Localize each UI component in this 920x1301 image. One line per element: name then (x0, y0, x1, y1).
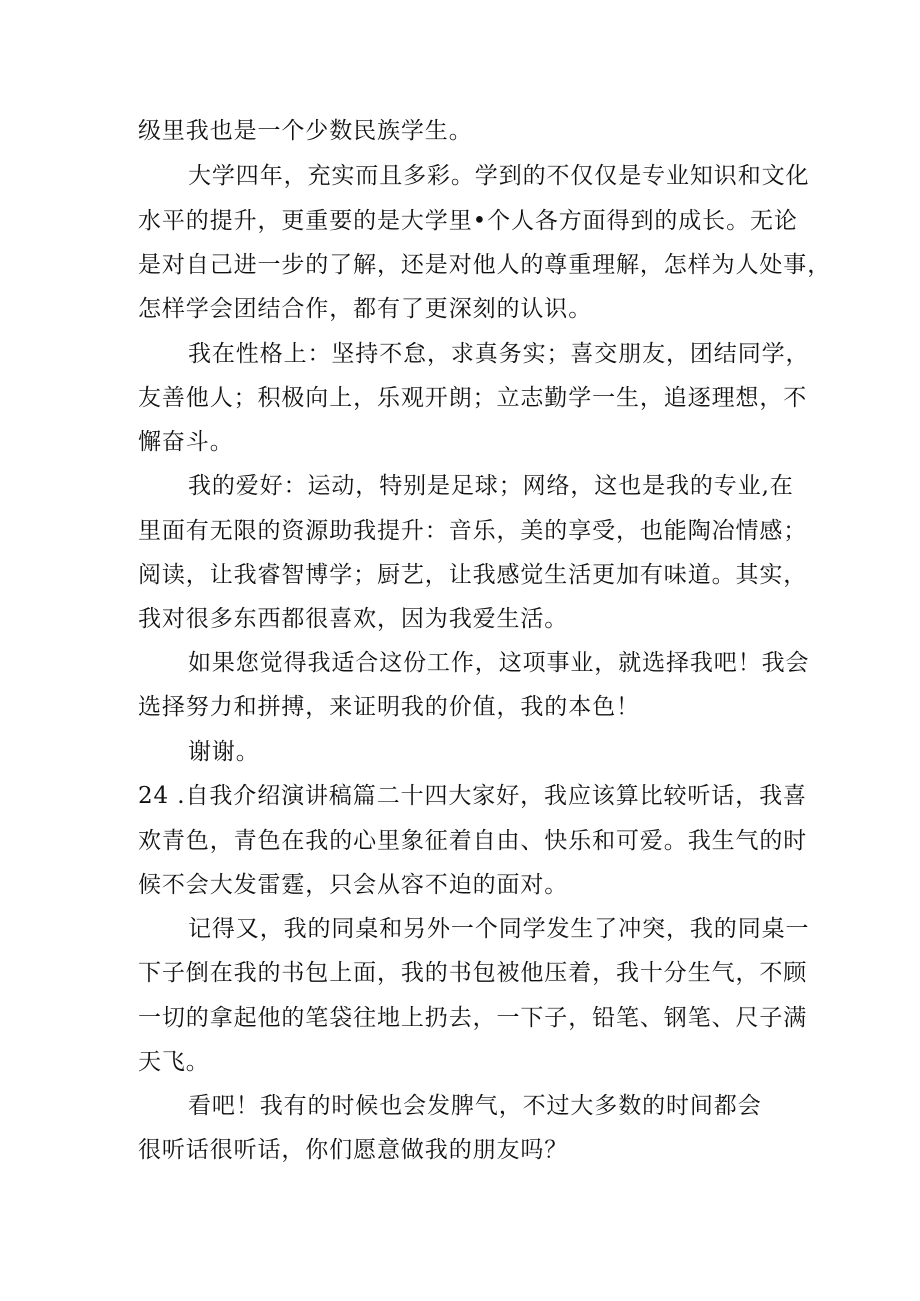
text-line: 选择努力和拼搏，来证明我的价值，我的本色！ (138, 694, 640, 720)
text-line: 懈奋斗。 (138, 429, 234, 455)
text-line: 里面有无限的资源助我提升：音乐，美的享受，也能陶冶情感； (138, 518, 808, 544)
paragraph-first-line: 我的爱好：运动，特别是足球；网络，这也是我的专业,在 (188, 473, 794, 499)
text-line: 下子倒在我的书包上面，我的书包被他压着，我十分生气，不顾 (138, 960, 808, 986)
text-line: 候不会大发雷霆，只会从容不迫的面对。 (138, 872, 569, 898)
text-line: 怎样学会团结合作，都有了更深刻的认识。 (138, 296, 593, 322)
paragraph-first-line: 大学四年，充实而且多彩。学到的不仅仅是专业知识和文化 (188, 163, 810, 189)
text-line: 天飞。 (138, 1049, 210, 1075)
section-heading-line: 24 .自我介绍演讲稿篇二十四大家好，我应该算比较听话，我喜 (138, 783, 807, 809)
text-line: 我对很多东西都很喜欢，因为我爱生活。 (138, 606, 569, 632)
text-line: 友善他人；积极向上，乐观开朗；立志勤学一生，追逐理想，不 (138, 385, 808, 411)
paragraph-first-line: 看吧！我有的时候也会发脾气，不过大多数的时间都会 (188, 1093, 762, 1119)
text-line: 很听话很听话，你们愿意做我的朋友吗？ (138, 1137, 569, 1163)
text-line: 欢青色，青色在我的心里象征着自由、快乐和可爱。我生气的时 (138, 828, 808, 854)
paragraph-first-line: 我在性格上：坚持不怠，求真务实；喜交朋友，团结同学， (188, 341, 810, 367)
paragraph-first-line: 如果您觉得我适合这份工作，这项事业，就选择我吧！我会 (188, 650, 810, 676)
text-line: 是对自己进一步的了解，还是对他人的尊重理解，怎样为人处事， (138, 252, 832, 278)
text-line: 水平的提升，更重要的是大学里•个人各方面得到的成长。无论 (138, 208, 798, 234)
closing-line: 谢谢。 (188, 739, 260, 765)
text-line: 一切的拿起他的笔袋往地上扔去，一下子，铅笔、钢笔、尺子满 (138, 1005, 808, 1031)
paragraph-first-line: 记得又，我的同桌和另外一个同学发生了冲突，我的同桌一 (188, 916, 810, 942)
text-line: 阅读，让我睿智博学；厨艺，让我感觉生活更加有味道。其实， (138, 562, 808, 588)
text-line: 级里我也是一个少数民族学生。 (138, 118, 473, 144)
